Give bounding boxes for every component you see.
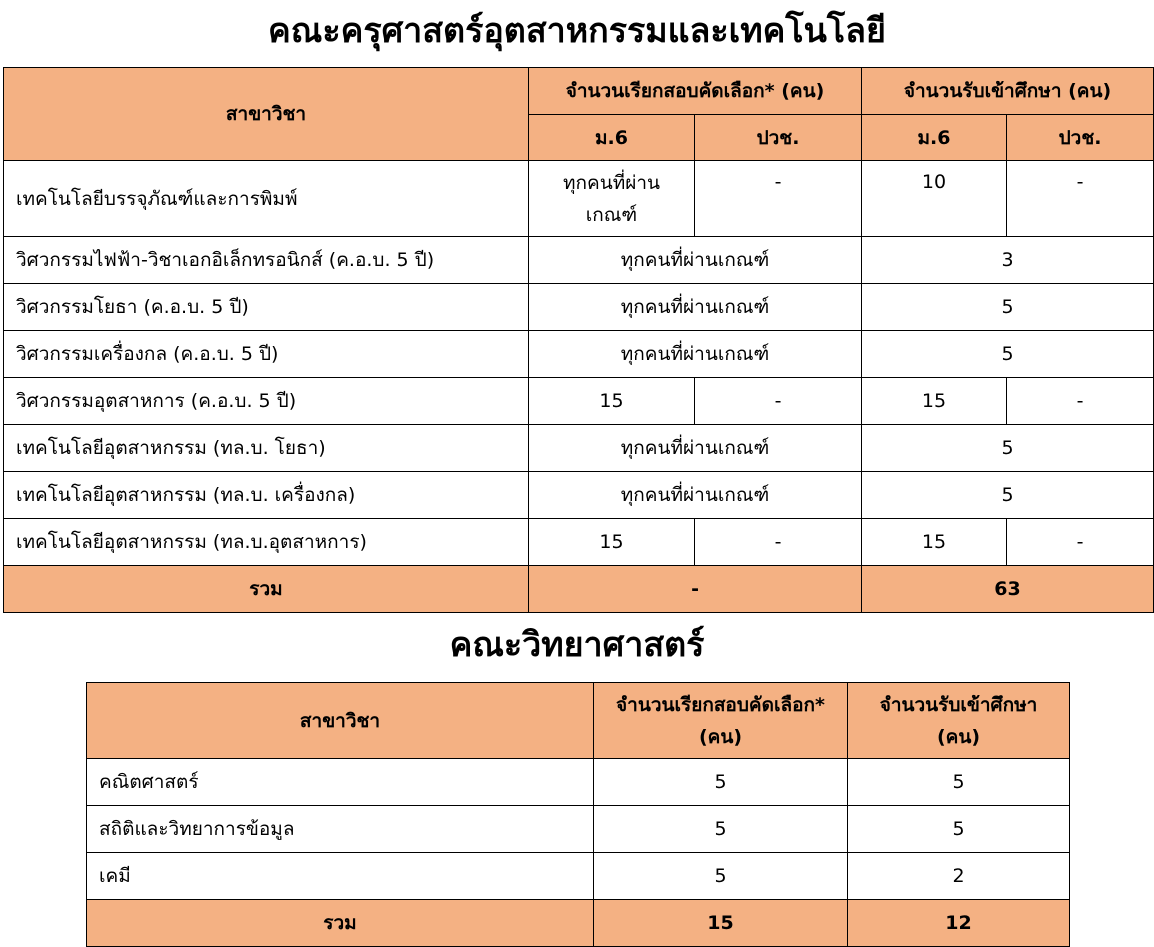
row-admit-merged: 5 [862, 425, 1154, 472]
header-exam-pvc: ปวช. [695, 115, 862, 161]
row-major-name: สถิติและวิทยาการข้อมูล [87, 806, 594, 853]
row-major-name: เทคโนโลยีบรรจุภัณฑ์และการพิมพ์ [4, 161, 529, 237]
row-exam-m6-line1: ทุกคนที่ผ่าน [562, 171, 661, 194]
table-row [87, 759, 1070, 806]
header-admit-m6: ม.6 [862, 115, 1007, 161]
row-exam-pvc: - [695, 161, 862, 237]
row-admit-merged: 5 [862, 472, 1154, 519]
row-major-name: วิศวกรรมไฟฟ้า-วิชาเอกอิเล็กทรอนิกส์ (ค.อ.บ. 5 ปี) [4, 237, 529, 284]
row-major-name: คณิตศาสตร์ [87, 759, 594, 806]
row-admit-m6: 15 [862, 378, 1007, 425]
row-exam: 5 [594, 853, 848, 900]
header-exam-line1: จำนวนเรียกสอบคัดเลือก* [616, 693, 825, 716]
table-row [4, 237, 1154, 284]
row-admit-pvc: - [1007, 378, 1154, 425]
total-label: รวม [4, 566, 529, 613]
total-exam: 15 [594, 900, 848, 947]
header-exam-m6: ม.6 [529, 115, 695, 161]
header-exam-line2: (คน) [698, 725, 743, 748]
total-row [87, 900, 1070, 947]
header-admit-line2: (คน) [936, 725, 981, 748]
total-exam: - [529, 566, 862, 613]
row-exam-merged: ทุกคนที่ผ่านเกณฑ์ [529, 425, 862, 472]
row-exam-merged: ทุกคนที่ผ่านเกณฑ์ [529, 284, 862, 331]
row-major-name: วิศวกรรมอุตสาหการ (ค.อ.บ. 5 ปี) [4, 378, 529, 425]
row-exam-m6: 15 [529, 378, 695, 425]
industrial-education-table [3, 67, 1154, 613]
header-major: สาขาวิชา [4, 68, 529, 161]
row-admit-merged: 5 [862, 331, 1154, 378]
table-row [87, 853, 1070, 900]
table-row [4, 425, 1154, 472]
total-admit: 63 [862, 566, 1154, 613]
row-admit-m6: 10 [862, 161, 1007, 237]
row-admit-merged: 5 [862, 284, 1154, 331]
table-row [4, 519, 1154, 566]
section-title-industrial-education: คณะครุศาสตร์อุตสาหกรรมและเทคโนโลยี [268, 11, 886, 51]
table-row [4, 331, 1154, 378]
row-exam-m6: 15 [529, 519, 695, 566]
table-row [4, 378, 1154, 425]
row-exam-pvc: - [695, 519, 862, 566]
header-admit-count [848, 683, 1070, 759]
row-major-name: เคมี [87, 853, 594, 900]
row-major-name: เทคโนโลยีอุตสาหกรรม (ทล.บ. เครื่องกล) [4, 472, 529, 519]
row-major-name: เทคโนโลยีอุตสาหกรรม (ทล.บ.อุตสาหการ) [4, 519, 529, 566]
row-major-name: วิศวกรรมโยธา (ค.อ.บ. 5 ปี) [4, 284, 529, 331]
row-exam-m6-line2: เกณฑ์ [585, 203, 638, 226]
header-admit-pvc: ปวช. [1007, 115, 1154, 161]
row-major-name: วิศวกรรมเครื่องกล (ค.อ.บ. 5 ปี) [4, 331, 529, 378]
row-exam-merged: ทุกคนที่ผ่านเกณฑ์ [529, 331, 862, 378]
table-row [4, 472, 1154, 519]
row-exam: 5 [594, 806, 848, 853]
row-admit-pvc: - [1007, 519, 1154, 566]
row-admit: 2 [848, 853, 1070, 900]
section-title-science: คณะวิทยาศาสตร์ [449, 625, 705, 665]
row-exam-merged: ทุกคนที่ผ่านเกณฑ์ [529, 237, 862, 284]
header-exam-count [594, 683, 848, 759]
row-admit-pvc: - [1007, 161, 1154, 237]
row-exam-m6 [529, 161, 695, 237]
row-admit-merged: 3 [862, 237, 1154, 284]
header-row [4, 68, 1154, 115]
table-row [4, 284, 1154, 331]
header-major: สาขาวิชา [87, 683, 594, 759]
header-row [87, 683, 1070, 759]
table-row [87, 806, 1070, 853]
header-exam-count: จำนวนเรียกสอบคัดเลือก* (คน) [529, 68, 862, 115]
row-exam: 5 [594, 759, 848, 806]
row-exam-merged: ทุกคนที่ผ่านเกณฑ์ [529, 472, 862, 519]
total-label: รวม [87, 900, 594, 947]
row-admit: 5 [848, 759, 1070, 806]
row-admit-m6: 15 [862, 519, 1007, 566]
total-row [4, 566, 1154, 613]
header-admit-line1: จำนวนรับเข้าศึกษา [879, 693, 1038, 716]
header-admit-count: จำนวนรับเข้าศึกษา (คน) [862, 68, 1154, 115]
total-admit: 12 [848, 900, 1070, 947]
table-row [4, 161, 1154, 237]
science-table [86, 682, 1070, 947]
row-exam-pvc: - [695, 378, 862, 425]
row-major-name: เทคโนโลยีอุตสาหกรรม (ทล.บ. โยธา) [4, 425, 529, 472]
row-admit: 5 [848, 806, 1070, 853]
